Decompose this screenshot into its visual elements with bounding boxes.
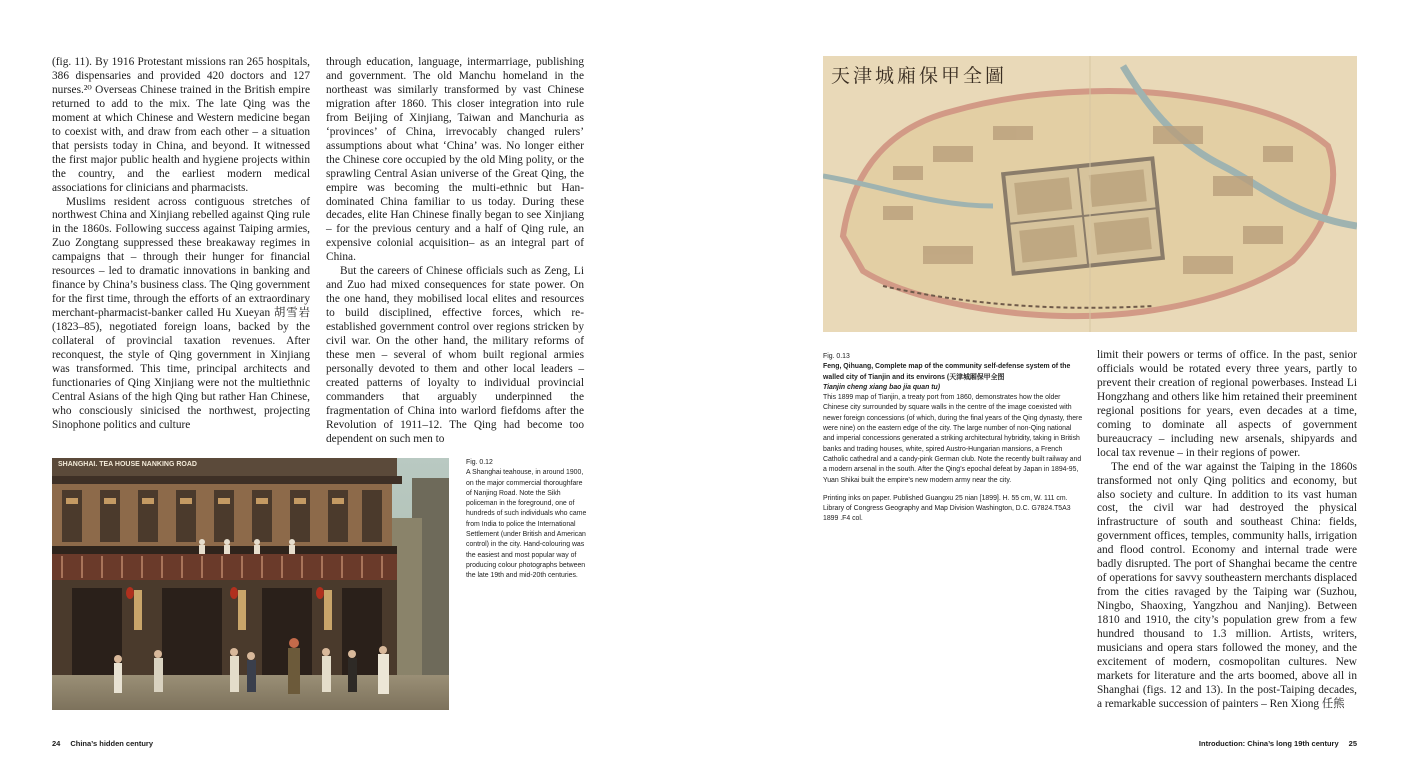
figure-label: Fig. 0.12 bbox=[466, 459, 493, 466]
caption-title: Feng, Qihuang, Complete map of the community self-defense system of the walled city of Tianjin and its environs (天津城厢保甲全图 bbox=[823, 363, 1071, 381]
paragraph: The end of the war against the Taiping in the 1860s transformed not only Qing politics and economy, but also society and culture. In addition to its vast human cost, the civil war had destroyed the physical infrastructure of south and southeast China: fields, government offices, temples, community halls, irrigation and flood control. Economy and internal trade were badly disrupted. The port of Shanghai became the centre of operations for savvy southeastern merchants displaced from the cities ravaged by the Taiping war (Suzhou, Ningbo, Shaoxing, Yangzhou and Nanjing). Between 1810 and 1910, the city’s population grew from a few hundred thousand to 1.3 million. Artists, writers, musicians and opera stars followed the money, and the excitement of modern, cosmopolitan cultures. New markets for literature and the arts boomed, above all in Shanghai (figs. 12 and 13). In the post-Taiping decades, a remarkable succession of painters – Ren Xiong 任熊 bbox=[1097, 460, 1357, 710]
paragraph: But the careers of Chinese officials such as Zeng, Li and Zuo had mixed consequences for state power. On the one hand, they mobilised local elites and resources to build disciplined, effective forces, which re-established government control over regions stricken by civil war. On the other hand, the military reforms of these men – several of whom built regional armies personally devoted to them and other local leaders – created patterns of loyalty to individual provincial commanders that arguably underpinned the fragmentation of China into warlord fiefdoms after the Revolution of 1911–12. The Qing had become too dependent on such men to bbox=[326, 265, 584, 445]
map-title: 天津城廂保甲全圖 bbox=[831, 65, 1008, 87]
page-number: 25 bbox=[1348, 739, 1357, 748]
paragraph: limit their powers or terms of office. In the past, senior officials would be rotated every three years, partly to prevent their creation of regional powerbases. Instead Li Hongzhang and others like him retained their preeminent regional positions for years, even decades at a time, coming to dominate all aspects of government bureaucracy – including new arsenals, shipyards and local tax revenue – in their regions of power. bbox=[1097, 349, 1357, 459]
tianjin-map-illustration bbox=[823, 56, 1357, 332]
signboard-text: SHANGHAI. TEA HOUSE NANKING ROAD bbox=[58, 461, 197, 468]
teahouse-photo bbox=[52, 458, 449, 710]
fig-0-13-caption bbox=[823, 352, 1083, 525]
caption-text: A Shanghai teahouse, in around 1900, on the major commercial thoroughfare of Nanjing Road. Note the Sikh policeman in the foreground, one of hundreds of such individuals who came from India to police the International Settlement (under British and American control) in the city. Hand-colouring was the easiest and most popular way of producing colour photographs between the late 19th and mid-20th centuries. bbox=[466, 469, 587, 580]
paragraph: through education, language, intermarriage, publishing and government. The old Manchu homeland in the northeast was similarly transformed by vast Chinese migration after 1860. This closer integration into rule from Beijing of Xinjiang, Taiwan and Manchuria as ‘provinces’ of China, irrevocably changed rulers’ assumptions about what ‘China’ was. No longer either the Chinese core occupied by the old Ming polity, or the sprawling Central Asian universe of the Great Qing, the empire was becoming the multi-ethnic but Han-dominated China familiar to us today. During these decades, elite Han Chinese finally began to see Xinjiang – for the previous century and a half of Qing rule, an expensive colonial acquisition– as an integral part of China. bbox=[326, 56, 584, 264]
left-text-column-1 bbox=[52, 56, 310, 433]
caption-credit: Printing inks on paper. Published Guangxu 25 nian [1899]. H. 55 cm, W. 111 cm. Library of Congress Geography and Map Division Washington, D.C. G7824.T5A3 1899 .F4 col. bbox=[823, 494, 1071, 523]
paragraph: (fig. 11). By 1916 Protestant missions ran 265 hospitals, 386 dispensaries and provided 420 doctors and 127 nurses.²⁰ Overseas Chinese trained in the British empire returned to add to the mix. The late Qing was the moment at which Chinese and Western medicine began to coexist with, and draw from each other – a situation that persists today in China, and beyond. It witnessed the first major public health and hygiene projects within the country, and the earliest modern medical associations for clinicians and pharmacists. bbox=[52, 56, 310, 194]
left-folio bbox=[52, 739, 153, 748]
paragraph: Muslims resident across contiguous stretches of northwest China and Xinjiang rebelled against Qing rule in the 1860s. Following success against Taiping armies, Zuo Zongtang suppressed these breakaway regimes in campaigns that – through their hunger for financial resources – led to dramatic innovations in banking and finance by China’s business class. The Qing government for the first time, through the efforts of an extraordinary merchant-pharmacist-banker called Hu Xueyan 胡雪岩 (1823–85), negotiated foreign loans, backed by the collateral of provincial taxation revenues. After reconquest, the style of Qing government in Xinjiang was transformed. This time, principal architects and functionaries of Qing Xinjiang were not the multiethnic Central Asians of the high Qing but rather Han Chinese, who consciously sinicised the northwest, projecting Sinophone politics and culture bbox=[52, 195, 310, 431]
right-page bbox=[705, 0, 1410, 784]
running-title: Introduction: China’s long 19th century bbox=[1198, 739, 1339, 748]
teahouse-illustration bbox=[52, 458, 449, 710]
right-text-column bbox=[1097, 349, 1357, 712]
left-text-column-2 bbox=[326, 56, 584, 447]
running-title: China’s hidden century bbox=[70, 739, 153, 748]
caption-description: This 1899 map of Tianjin, a treaty port from 1860, demonstrates how the older Chinese city surrounded by square walls in the centre of the image coexisted with newer foreign concessions (of which, during the final years of the Qing dynasty, there were nine) on the eastern edge of the city. The large number of non-Qing national and imperial concessions generated a striking architectural hybridity, taking in British banks and trading houses, white, spired Austro-Hungarian mansions, a French Catholic cathedral and a candy-pink German club. Note the recently built railway and a modern arsenal in the south. After the Qing’s epochal defeat by Japan in 1894-95, Yuan Shikai built the empire’s new modern army near the city. bbox=[823, 394, 1083, 484]
page-number: 24 bbox=[52, 739, 61, 748]
fig-0-12-caption bbox=[466, 458, 590, 582]
caption-title-romanized: Tianjin cheng xiang bao jia quan tu) bbox=[823, 383, 941, 391]
tianjin-map bbox=[823, 56, 1357, 332]
figure-label: Fig. 0.13 bbox=[823, 353, 850, 360]
right-folio bbox=[1199, 739, 1357, 748]
